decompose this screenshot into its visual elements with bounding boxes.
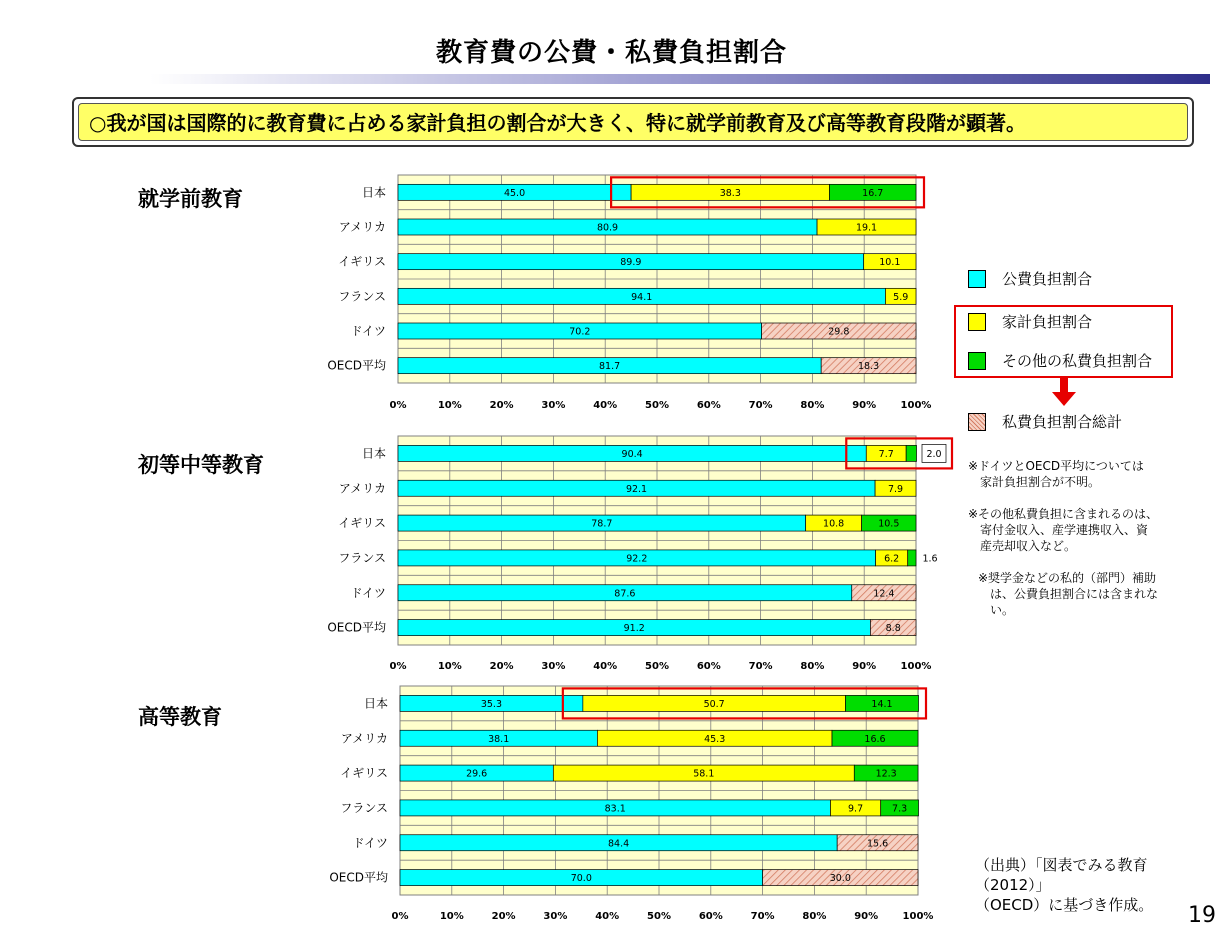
data-label: 16.6: [864, 733, 886, 745]
data-label: 30.0: [829, 873, 851, 885]
data-label: 70.2: [569, 326, 591, 338]
chart-2: [329, 686, 933, 922]
summary-text: ○我が国は国際的に教育費に占める家計負担の割合が大きく、特に就学前教育及び高等教育段階が顕著。: [78, 103, 1188, 141]
data-label: 92.2: [626, 553, 648, 565]
x-tick-label: 40%: [593, 661, 618, 672]
x-tick-label: 70%: [750, 911, 775, 922]
note-other-private: ※その他私費負担に含まれるのは、 寄付金収入、産学連携収入、資 産売却収入など。: [968, 507, 1159, 553]
x-tick-label: 10%: [439, 911, 464, 922]
data-label: 10.5: [878, 518, 900, 530]
data-label: 84.4: [608, 838, 630, 850]
source-citation: [975, 855, 1223, 915]
legend-highlight-box: [954, 305, 1173, 378]
category-label: アメリカ: [340, 731, 388, 746]
category-label: アメリカ: [338, 481, 386, 496]
data-label: 89.9: [620, 257, 642, 269]
x-tick-label: 40%: [593, 400, 618, 411]
data-label: 38.1: [488, 733, 510, 745]
category-label: OECD平均: [327, 620, 386, 635]
x-tick-label: 50%: [645, 661, 669, 672]
x-tick-label: 60%: [696, 661, 721, 672]
category-label: 日本: [363, 696, 388, 711]
x-tick-label: 0%: [389, 661, 407, 672]
x-tick-label: 80%: [802, 911, 827, 922]
category-label: フランス: [340, 800, 388, 815]
category-label: 日本: [361, 185, 386, 200]
category-label: ドイツ: [350, 324, 386, 338]
x-tick-label: 20%: [491, 911, 516, 922]
x-tick-label: 90%: [852, 400, 877, 411]
note-germany-oecd: ※ドイツとOECD平均については 家計負担割合が不明。: [968, 459, 1144, 489]
x-tick-label: 50%: [645, 400, 669, 411]
arrow-head-icon: [1052, 392, 1076, 406]
legend-swatch-private-total: [968, 413, 986, 431]
page-number: 19: [1188, 903, 1216, 928]
data-label: 16.7: [862, 187, 884, 199]
x-tick-label: 60%: [696, 400, 721, 411]
data-label: 94.1: [631, 291, 653, 303]
section-label-tertiary: 高等教育: [138, 705, 222, 729]
x-tick-label: 20%: [489, 400, 514, 411]
category-label: ドイツ: [352, 835, 388, 850]
data-label: 35.3: [480, 698, 503, 710]
data-label: 81.7: [599, 361, 621, 373]
x-tick-label: 30%: [543, 911, 568, 922]
category-label: フランス: [338, 550, 386, 565]
data-label: 87.6: [614, 588, 636, 600]
data-label: 92.1: [625, 483, 648, 495]
data-label: 80.9: [596, 222, 619, 234]
bar-segment-other: [906, 445, 916, 461]
category-label: アメリカ: [338, 220, 386, 234]
x-tick-label: 100%: [900, 400, 932, 411]
data-label: 19.1: [855, 222, 878, 234]
category-label: フランス: [338, 289, 386, 304]
x-tick-label: 70%: [748, 661, 773, 672]
data-label: 29.6: [466, 768, 488, 780]
x-tick-label: 10%: [437, 661, 462, 672]
x-tick-label: 40%: [595, 911, 620, 922]
data-label: 8.8: [885, 623, 901, 635]
data-label: 7.7: [878, 448, 894, 460]
data-label: 29.8: [828, 326, 850, 338]
x-tick-label: 30%: [541, 661, 566, 672]
data-label: 5.9: [893, 291, 909, 303]
data-label: 15.6: [867, 838, 889, 850]
data-label: 58.1: [693, 768, 715, 780]
data-label: 38.3: [719, 187, 741, 199]
x-tick-label: 70%: [748, 400, 773, 411]
legend-label-household: 家計負担割合: [1002, 313, 1093, 331]
chart-0: [327, 175, 931, 411]
page-title: 教育費の公費・私費負担割合: [435, 38, 787, 68]
data-label: 9.7: [848, 803, 864, 815]
x-tick-label: 0%: [391, 911, 409, 922]
x-tick-label: 80%: [800, 400, 825, 411]
x-tick-label: 100%: [902, 911, 934, 922]
category-label: OECD平均: [329, 870, 388, 885]
data-label: 6.2: [884, 553, 900, 565]
data-label: 7.9: [887, 483, 904, 495]
arrow-down-icon: [1060, 378, 1068, 392]
source-line-1: （出典）「図表でみる教育（2012）」: [975, 856, 1148, 894]
legend-label-public: 公費負担割合: [1002, 270, 1093, 288]
category-label: イギリス: [338, 516, 386, 531]
data-label: 10.1: [879, 257, 901, 269]
data-label: 78.7: [591, 518, 613, 530]
x-tick-label: 50%: [647, 911, 671, 922]
data-label: 91.2: [623, 623, 645, 635]
data-label: 18.3: [858, 361, 880, 373]
chart-1: [327, 436, 952, 672]
x-tick-label: 100%: [900, 661, 932, 672]
data-label: 10.8: [823, 518, 845, 530]
data-label: 7.3: [892, 803, 908, 815]
data-label: 12.4: [873, 588, 895, 600]
bar-segment-other: [908, 550, 916, 566]
x-tick-label: 90%: [854, 911, 879, 922]
x-tick-label: 20%: [489, 661, 514, 672]
section-label-preschool: 就学前教育: [138, 187, 243, 211]
category-label: イギリス: [338, 254, 386, 269]
x-tick-label: 60%: [698, 911, 723, 922]
category-label: ドイツ: [350, 585, 386, 600]
category-label: 日本: [361, 446, 386, 461]
x-tick-label: 90%: [852, 661, 877, 672]
x-tick-label: 0%: [389, 400, 407, 411]
data-label: 45.0: [503, 187, 526, 199]
data-label: 70.0: [570, 873, 592, 885]
outside-data-label: 1.6: [922, 553, 938, 565]
x-tick-label: 10%: [437, 400, 462, 411]
data-label: 12.3: [875, 768, 897, 780]
data-label: 83.1: [604, 803, 626, 815]
data-label: 14.1: [871, 698, 893, 710]
legend-label-other: その他の私費負担割合: [1002, 352, 1153, 370]
data-label: 90.4: [621, 448, 643, 460]
data-label: 45.3: [704, 733, 726, 745]
category-label: イギリス: [340, 766, 388, 781]
legend-swatch-public: [968, 270, 986, 288]
source-line-2: （OECD）に基づき作成。: [975, 896, 1154, 914]
note-scholarship: ※奨学金などの私的（部門）補助 は、公費負担割合には含まれな い。: [978, 571, 1159, 617]
category-label: OECD平均: [327, 358, 386, 373]
data-label: 50.7: [703, 698, 725, 710]
section-label-primary-secondary: 初等中等教育: [138, 453, 264, 477]
x-tick-label: 30%: [541, 400, 566, 411]
x-tick-label: 80%: [800, 661, 825, 672]
outside-data-label: 2.0: [926, 448, 942, 460]
legend-label-private-total: 私費負担割合総計: [1002, 413, 1123, 431]
